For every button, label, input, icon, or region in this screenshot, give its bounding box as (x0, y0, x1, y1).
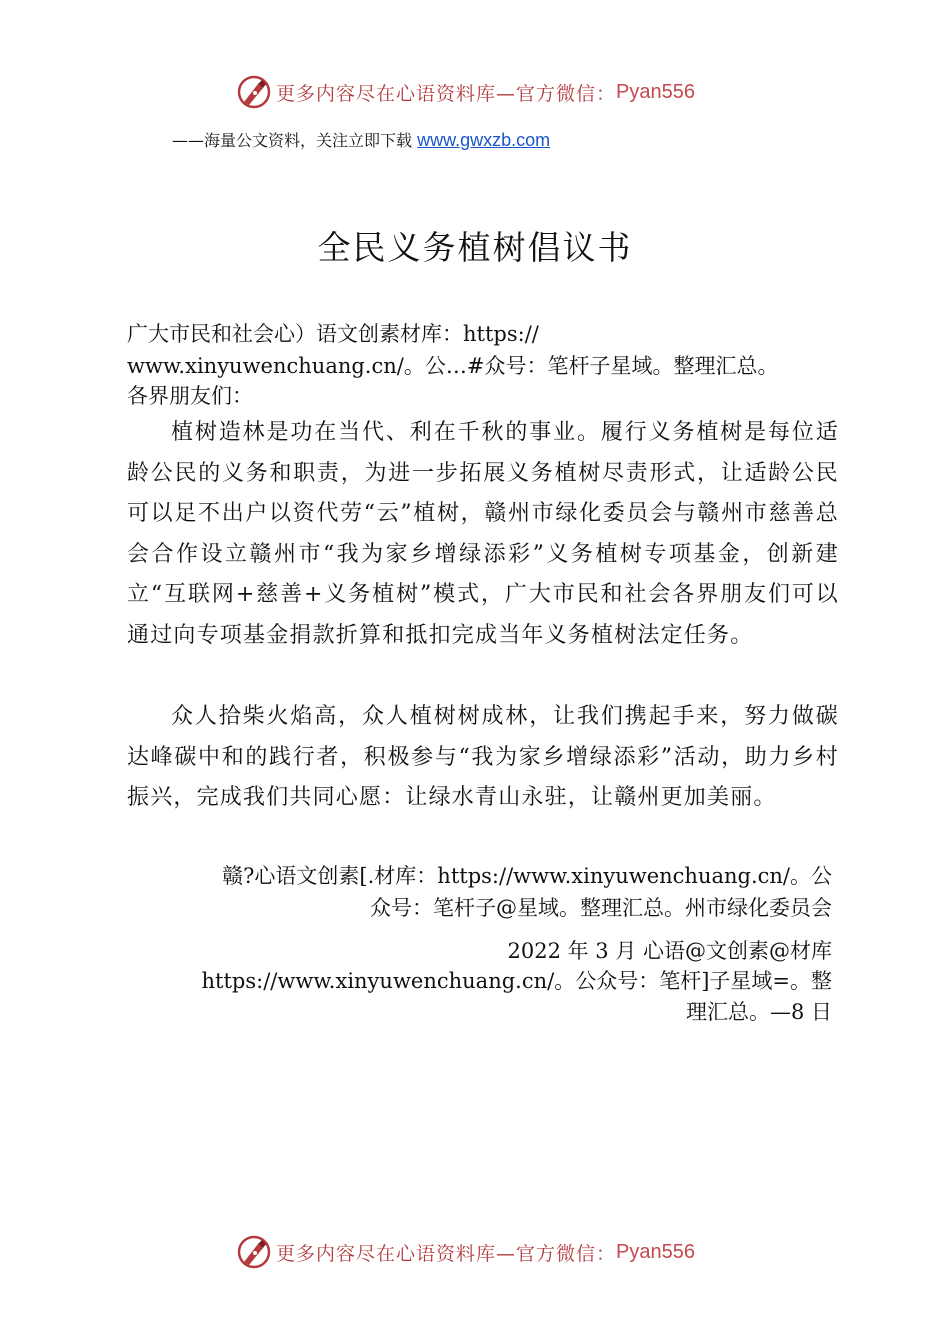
body-paragraph: 众人拾柴火焰高，众人植树树成林，让我们携起手来，努力做碳达峰碳中和的践行者，积极参与“我为家乡增绿添彩”活动，助力乡村振兴，完成我们共同心愿：让绿水青山永驻，让赣州更加美丽。 (127, 704, 839, 810)
date-line: https://www.xinyuwenchuang.cn/。公众号：笔杆]子星域=。整 (201, 969, 832, 993)
signature-line: 众号：笔杆子@星域。整理汇总。州市绿化委员会 (370, 896, 832, 920)
document-title: 全民义务植树倡议书 (317, 228, 633, 267)
pen-nib-logo-icon (236, 74, 272, 110)
salutation-line: 广大市民和社会心）语文创素材库：https:// (127, 322, 539, 346)
banner-text: 更多内容尽在心语资料库—官方微信： (276, 1242, 617, 1265)
signature-line: 赣?心语文创素[.材库：https://www.xinyuwenchuang.cn/。公 (222, 864, 832, 888)
date-line: 2022 年 3 月 心语@文创素@材库 (507, 939, 832, 963)
body-paragraph: 植树造林是功在当代、利在千秋的事业。履行义务植树是每位适龄公民的义务和职责，为进一步拓展义务植树尽责形式，让适龄公民可以足不出户以资代劳“云”植树，赣州市绿化委员会与赣州市慈善总会合作设立赣州市“我为家乡增绿添彩”义务植树专项基金，创新建立“互联网+慈善+义务植树”模式，广大市民和社会各界朋友们可以通过向专项基金捐款折算和抵扣完成当年义务植树法定任务。 (127, 420, 839, 648)
download-link[interactable]: www.gwxzb.com (417, 130, 551, 150)
banner-text: 更多内容尽在心语资料库—官方微信： (276, 82, 617, 105)
salutation-line: www.xinyuwenchuang.cn/。公…#众号：笔杆子星域。整理汇总。 (127, 354, 779, 378)
wechat-id: Pyan556 (616, 80, 695, 103)
subheader (172, 128, 550, 151)
salutation-line: 各界朋友们： (127, 384, 253, 408)
footer-banner (236, 1232, 756, 1272)
subheader-text: ——海量公文资料，关注立即下载 (172, 131, 413, 150)
date-line: 理汇总。—8 日 (685, 1000, 832, 1024)
pen-nib-logo-icon (236, 1234, 272, 1270)
wechat-id: Pyan556 (616, 1240, 695, 1263)
header-banner (236, 72, 756, 112)
